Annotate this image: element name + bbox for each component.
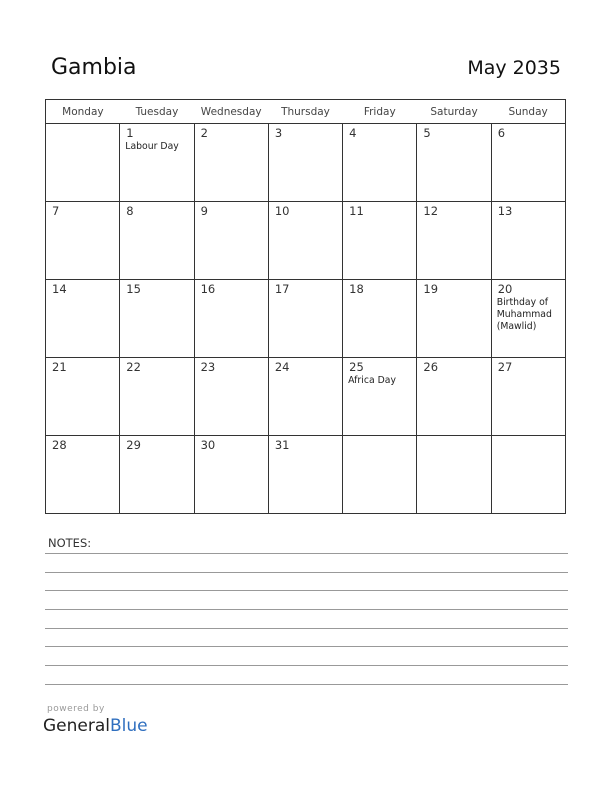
day-cell [120,280,194,358]
day-cell [343,124,417,202]
week-row [46,202,566,280]
day-number: 23 [200,360,216,374]
country-title: Gambia [51,55,137,80]
day-number: 9 [200,204,208,218]
day-number [417,436,490,438]
day-cell [194,358,268,436]
day-number: 27 [497,360,513,374]
notes-line [45,609,568,610]
day-cell [417,358,491,436]
holiday-label: Africa Day [348,375,396,386]
day-cell [491,358,565,436]
week-row [46,436,566,514]
day-number: 31 [274,438,290,452]
weekday-header-row [46,100,566,124]
week-row [46,280,566,358]
day-cell [491,202,565,280]
notes-line [45,684,568,685]
notes-line [45,628,568,629]
day-number: 5 [423,126,431,140]
weekday-header: Saturday [417,100,491,124]
day-number: 30 [200,438,216,452]
day-cell [120,202,194,280]
day-number: 22 [126,360,141,374]
day-cell [417,124,491,202]
day-number: 13 [497,204,513,218]
day-cell [268,436,342,514]
powered-by-text: powered by [47,704,105,714]
day-number: 8 [126,204,134,218]
day-number: 15 [126,282,141,296]
week-row [46,358,566,436]
weekday-header: Monday [46,100,120,124]
day-cell [194,124,268,202]
day-number: 26 [423,360,439,374]
day-cell [491,280,565,358]
day-number: 14 [52,282,67,296]
day-number: 19 [423,282,439,296]
notes-line [45,665,568,666]
day-cell [120,358,194,436]
day-number: 12 [423,204,439,218]
day-cell [343,436,417,514]
weekday-header: Tuesday [120,100,194,124]
day-cell [46,358,120,436]
day-cell [194,436,268,514]
day-cell [417,280,491,358]
day-cell [268,202,342,280]
day-cell [120,436,194,514]
day-cell [120,124,194,202]
weekday-header: Wednesday [194,100,268,124]
day-cell [343,202,417,280]
weekday-header: Friday [343,100,417,124]
day-cell [194,202,268,280]
notes-label: NOTES: [48,536,92,550]
week-row [46,124,566,202]
day-number: 10 [274,204,290,218]
day-cell [46,280,120,358]
day-cell [417,436,491,514]
day-cell [268,124,342,202]
notes-line [45,590,568,591]
day-cell [343,280,417,358]
month-year-title: May 2035 [467,57,561,79]
day-number: 3 [274,126,283,140]
generalblue-logo [43,716,148,736]
day-number: 4 [349,126,357,140]
holiday-label: Labour Day [125,141,179,152]
day-number: 25 [349,360,364,374]
day-cell [46,436,120,514]
day-number: 24 [274,360,290,374]
day-number: 2 [200,126,208,140]
day-cell [491,436,565,514]
day-number [46,124,119,126]
day-number: 29 [126,438,141,452]
day-cell [343,358,417,436]
brand-blue: Blue [110,716,148,736]
day-cell [417,202,491,280]
day-cell [46,124,120,202]
day-number: 11 [349,204,364,218]
day-number: 21 [52,360,67,374]
weekday-header: Sunday [491,100,565,124]
notes-line [45,572,568,573]
day-number: 20 [497,282,513,296]
notes-line [45,646,568,647]
day-cell [268,358,342,436]
day-number: 18 [349,282,364,296]
day-cell [46,202,120,280]
day-number: 16 [200,282,216,296]
notes-line [45,553,568,554]
day-number: 28 [52,438,67,452]
day-number [343,436,416,438]
day-cell [268,280,342,358]
day-cell [491,124,565,202]
day-number: 17 [274,282,290,296]
day-number [492,436,565,438]
weekday-header: Thursday [268,100,342,124]
holiday-label: Birthday of Muhammad (Mawlid) [496,297,552,332]
day-number: 7 [52,204,60,218]
brand-general: General [43,716,110,736]
day-number: 1 [126,126,134,140]
calendar-grid [45,99,566,514]
day-cell [194,280,268,358]
day-number: 6 [497,126,506,140]
